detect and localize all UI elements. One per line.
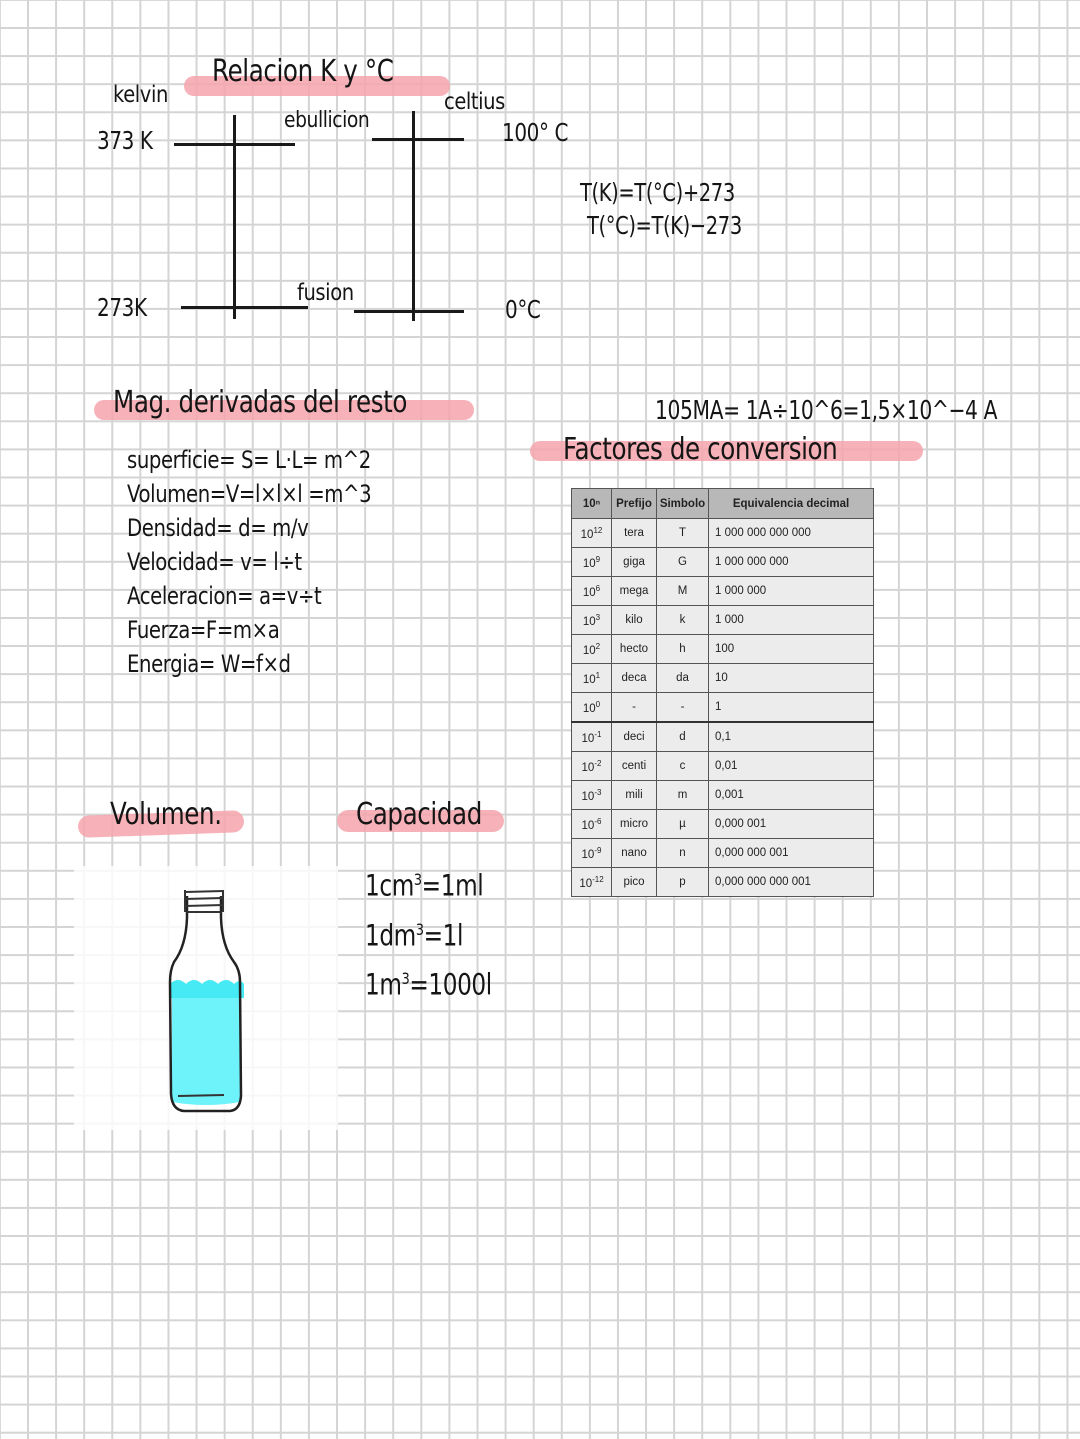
celsius-label: celtius bbox=[444, 89, 505, 115]
celsius-high-value: 100° C bbox=[502, 118, 569, 147]
symbol-cell: m bbox=[657, 781, 709, 810]
celsius-melting-tick bbox=[354, 310, 464, 313]
kelvin-label: kelvin bbox=[113, 82, 168, 108]
prefix-cell: mili bbox=[612, 781, 657, 810]
table-row bbox=[572, 868, 874, 897]
power-cell: $10^6$ bbox=[572, 577, 612, 606]
melting-label: fusion bbox=[297, 280, 354, 306]
kelvin-low-value: 273K bbox=[97, 293, 147, 322]
formula-energy: Energia= W=f×d bbox=[127, 650, 291, 678]
header-symbol: Simbolo bbox=[657, 489, 709, 519]
decimal-cell: 10 bbox=[709, 664, 874, 693]
power-cell: $10^{-9}$ bbox=[572, 839, 612, 868]
header-power: 10ⁿ bbox=[572, 489, 612, 519]
decimal-cell: 0,000 000 000 001 bbox=[709, 868, 874, 897]
prefix-cell: micro bbox=[612, 810, 657, 839]
symbol-cell: G bbox=[657, 548, 709, 577]
capacity-list bbox=[365, 858, 524, 1007]
capacity-rhs: =1l bbox=[423, 918, 464, 953]
decimal-cell: 0,1 bbox=[709, 722, 874, 752]
table-row bbox=[572, 752, 874, 781]
decimal-cell: 0,000 000 001 bbox=[709, 839, 874, 868]
conversion-example: 105MA= 1A÷10^6=1,5×10^−4 A bbox=[655, 396, 998, 426]
symbol-cell: da bbox=[657, 664, 709, 693]
symbol-cell: T bbox=[657, 519, 709, 548]
symbol-cell: c bbox=[657, 752, 709, 781]
capacity-rhs: =1000l bbox=[409, 967, 492, 1002]
power-cell: $10^{12}$ bbox=[572, 519, 612, 548]
symbol-cell: - bbox=[657, 693, 709, 723]
power-cell: $10^{-2}$ bbox=[572, 752, 612, 781]
table-row bbox=[572, 664, 874, 693]
formula-force: Fuerza=F=m×a bbox=[127, 616, 280, 644]
decimal-cell: 0,000 001 bbox=[709, 810, 874, 839]
prefix-cell: - bbox=[612, 693, 657, 723]
capacity-lhs: 1cm bbox=[365, 868, 414, 903]
prefix-cell: giga bbox=[612, 548, 657, 577]
decimal-cell: 1 000 000 000 000 bbox=[709, 519, 874, 548]
water-bottle-icon bbox=[74, 866, 338, 1130]
capacity-item bbox=[365, 908, 492, 958]
power-cell: $10^2$ bbox=[572, 635, 612, 664]
bottle-image bbox=[74, 866, 338, 1130]
symbol-cell: n bbox=[657, 839, 709, 868]
power-cell: $10^{-6}$ bbox=[572, 810, 612, 839]
power-cell: $10^{-1}$ bbox=[572, 722, 612, 752]
capacity-exp: 3 bbox=[415, 919, 424, 939]
power-cell: $10^9$ bbox=[572, 548, 612, 577]
prefix-cell: deca bbox=[612, 664, 657, 693]
prefix-cell: kilo bbox=[612, 606, 657, 635]
capacity-rhs: =1ml bbox=[421, 868, 484, 903]
decimal-cell: 0,01 bbox=[709, 752, 874, 781]
header-decimal: Equivalencia decimal bbox=[709, 489, 874, 519]
capacity-lhs: 1m bbox=[365, 967, 402, 1002]
formula-velocity: Velocidad= v= l÷t bbox=[127, 548, 302, 576]
kelvin-high-value: 373 K bbox=[97, 126, 153, 155]
derived-title: Mag. derivadas del resto bbox=[113, 385, 408, 420]
boiling-label: ebullicion bbox=[284, 108, 370, 133]
decimal-cell: 1 000 000 bbox=[709, 577, 874, 606]
symbol-cell: µ bbox=[657, 810, 709, 839]
prefix-cell: centi bbox=[612, 752, 657, 781]
volume-title: Volumen. bbox=[110, 797, 222, 832]
power-cell: $10^{-12}$ bbox=[572, 868, 612, 897]
capacity-exp: 3 bbox=[413, 870, 422, 889]
table-row bbox=[572, 635, 874, 664]
table-row bbox=[572, 781, 874, 810]
capacity-exp: 3 bbox=[401, 969, 410, 989]
decimal-cell: 0,001 bbox=[709, 781, 874, 810]
table-row bbox=[572, 519, 874, 548]
prefix-cell: hecto bbox=[612, 635, 657, 664]
table-row bbox=[572, 548, 874, 577]
decimal-cell: 1 bbox=[709, 693, 874, 723]
table-row bbox=[572, 606, 874, 635]
prefix-cell: pico bbox=[612, 868, 657, 897]
temperature-title: Relacion K y °C bbox=[212, 54, 394, 89]
formula-density: Densidad= d= m/v bbox=[127, 514, 309, 542]
prefix-cell: nano bbox=[612, 839, 657, 868]
power-cell: $10^0$ bbox=[572, 693, 612, 723]
power-cell: $10^1$ bbox=[572, 664, 612, 693]
capacity-item bbox=[365, 957, 492, 1007]
power-cell: $10^3$ bbox=[572, 606, 612, 635]
prefix-cell: deci bbox=[612, 722, 657, 752]
formula-celsius: T(°C)=T(K)−273 bbox=[587, 211, 742, 240]
decimal-cell: 1 000 bbox=[709, 606, 874, 635]
celsius-boiling-tick bbox=[372, 138, 464, 141]
kelvin-axis-line bbox=[233, 115, 236, 319]
celsius-low-value: 0°C bbox=[505, 295, 541, 324]
formula-surface: superficie= S= L·L= m^2 bbox=[127, 446, 371, 474]
power-cell: $10^{-3}$ bbox=[572, 781, 612, 810]
symbol-cell: d bbox=[657, 722, 709, 752]
prefix-cell: mega bbox=[612, 577, 657, 606]
table-row bbox=[572, 810, 874, 839]
table-header-row bbox=[572, 489, 874, 519]
table-row bbox=[572, 577, 874, 606]
derived-formula-list bbox=[127, 443, 425, 681]
table-row bbox=[572, 839, 874, 868]
table-row bbox=[572, 693, 874, 723]
conversion-title: Factores de conversion bbox=[563, 432, 838, 467]
decimal-cell: 100 bbox=[709, 635, 874, 664]
decimal-cell: 1 000 000 000 bbox=[709, 548, 874, 577]
symbol-cell: k bbox=[657, 606, 709, 635]
celsius-axis-line bbox=[412, 111, 415, 321]
formula-acceleration: Aceleracion= a=v÷t bbox=[127, 582, 322, 610]
capacity-title: Capacidad bbox=[356, 797, 482, 832]
capacity-item bbox=[365, 858, 492, 908]
kelvin-boiling-tick bbox=[174, 143, 295, 146]
header-prefix: Prefijo bbox=[612, 489, 657, 519]
symbol-cell: M bbox=[657, 577, 709, 606]
si-prefix-table bbox=[571, 488, 874, 897]
symbol-cell: h bbox=[657, 635, 709, 664]
kelvin-melting-tick bbox=[181, 306, 308, 309]
formula-kelvin: T(K)=T(°C)+273 bbox=[580, 178, 735, 207]
capacity-lhs: 1dm bbox=[365, 918, 416, 953]
prefix-cell: tera bbox=[612, 519, 657, 548]
symbol-cell: p bbox=[657, 868, 709, 897]
table-row bbox=[572, 722, 874, 752]
formula-volume: Volumen=V=l×l×l =m^3 bbox=[127, 480, 372, 508]
